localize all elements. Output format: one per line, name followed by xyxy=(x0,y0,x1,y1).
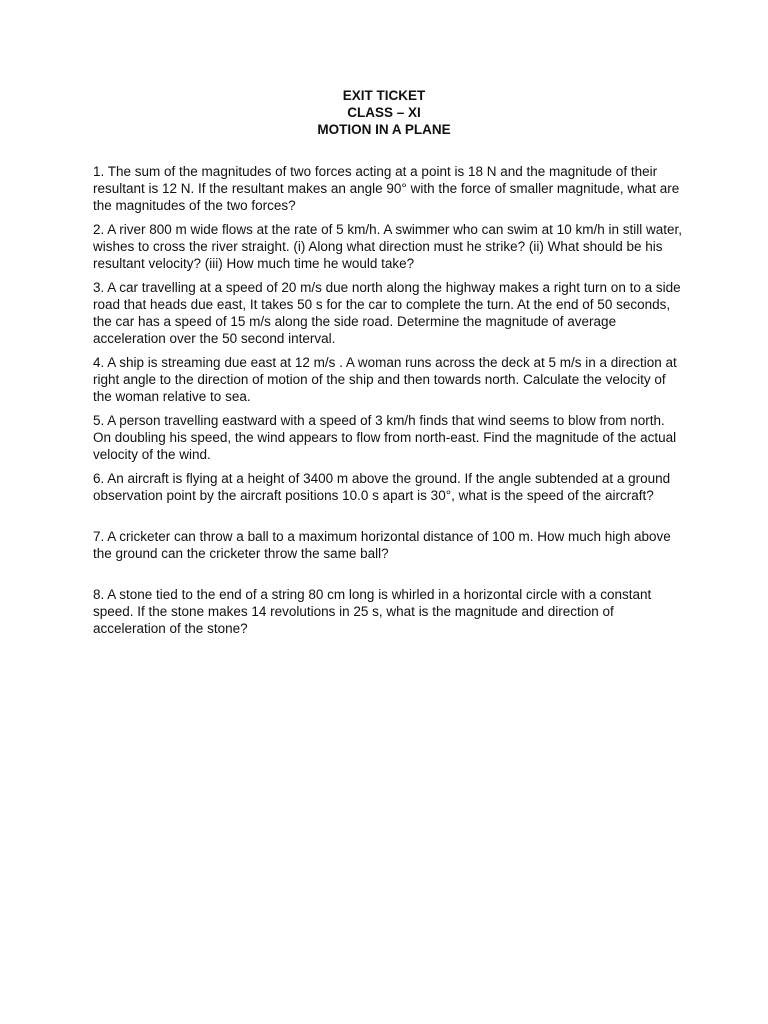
heading-title: EXIT TICKET xyxy=(342,88,426,103)
heading-topic: MOTION IN A PLANE xyxy=(317,122,451,137)
question-7: 7. A cricketer can throw a ball to a maximum horizontal distance of 100 m. How much high above the ground can the cricketer throw the same ball? xyxy=(93,529,671,561)
question-6: 6. An aircraft is flying at a height of 3400 m above the ground. If the angle subtended at a ground observation point by the aircraft positions 10.0 s apart is 30°, what is the speed of the aircraft? xyxy=(93,471,671,503)
question-1: 1. The sum of the magnitudes of two forces acting at a point is 18 N and the magnitude of their resultant is 12 N. If the resultant makes an angle 90° with the force of smaller magnitude, what are the magnitudes of the two forces? xyxy=(93,164,680,213)
question-list xyxy=(93,163,683,637)
question-5: 5. A person travelling eastward with a speed of 3 km/h finds that wind seems to blow from north. On doubling his speed, the wind appears to flow from north-east. Find the magnitude of the actual velocity of the wind. xyxy=(93,413,677,462)
document-heading xyxy=(0,87,768,138)
heading-class: CLASS – XI xyxy=(347,105,421,120)
question-3: 3. A car travelling at a speed of 20 m/s due north along the highway makes a right turn on to a side road that heads due east, It takes 50 s for the car to complete the turn. At the end of 50 seconds, the car has a speed of 15 m/s along the side road. Determine the magnitude of average acceleration over the 50 second interval. xyxy=(93,280,681,346)
question-2: 2. A river 800 m wide flows at the rate of 5 km/h. A swimmer who can swim at 10 km/h in still water, wishes to cross the river straight. (i) Along what direction must he strike? (ii) What should be his resultant velocity? (iii) How much time he would take? xyxy=(93,222,682,271)
question-4: 4. A ship is streaming due east at 12 m/s . A woman runs across the deck at 5 m/s in a direction at right angle to the direction of motion of the ship and then towards north. Calculate the velocity of the woman relative to sea. xyxy=(93,355,677,404)
question-8: 8. A stone tied to the end of a string 80 cm long is whirled in a horizontal circle with a constant speed. If the stone makes 14 revolutions in 25 s, what is the magnitude and direction of acceleration of the stone? xyxy=(93,587,652,636)
